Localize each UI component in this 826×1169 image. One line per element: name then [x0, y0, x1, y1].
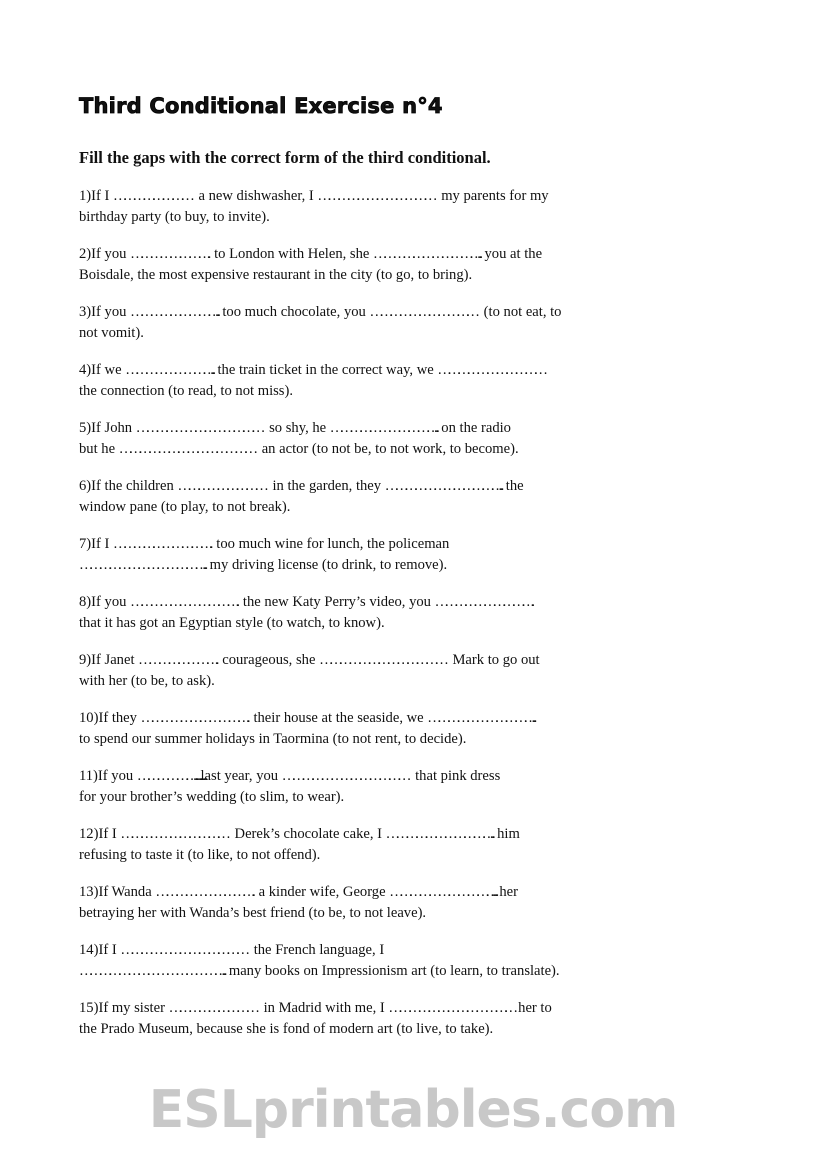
exercise-line: betraying her with Wanda’s best friend (to be, to not leave). [79, 905, 427, 921]
exercise-item [79, 476, 769, 534]
exercise-item [79, 998, 769, 1056]
answer-gap: …………………………….. [373, 246, 476, 262]
exercise-item [79, 766, 769, 824]
page-title: Third Conditional Exercise n°4 [79, 94, 443, 118]
exercise-item [79, 650, 769, 708]
answer-gap: ……………………… [168, 1000, 255, 1016]
exercise-line: 4)If we ……………………….. the train ticket in the correct way, we …………………………… [79, 362, 543, 378]
answer-gap: ………………………………… [135, 420, 261, 436]
exercise-line: Boisdale, the most expensive restaurant in the city (to go, to bring). [79, 267, 473, 283]
answer-gap: …………………………………… [118, 441, 254, 457]
exercise-line: 13)If Wanda …………………………. a kinder wife, George ……………………………... her [79, 884, 519, 900]
answer-gap: ………………………………… [319, 652, 444, 668]
exercise-line: 2)If you ……………………. to London with Helen, she …………………………….. you at the [79, 246, 543, 262]
exercise-item [79, 534, 769, 592]
exercise-line: ………………………………….. my driving license (to drink, to remove). [79, 557, 448, 573]
answer-gap: …………………………. [155, 884, 250, 900]
answer-gap: ……………………………. [140, 710, 245, 726]
exercise-list [79, 186, 769, 1056]
watermark: ESLprintables.com [148, 1080, 678, 1140]
exercise-item [79, 244, 769, 302]
exercise-line: to spend our summer holidays in Taormina (to not rent, to decide). [79, 731, 467, 747]
exercise-line: not vomit). [79, 325, 144, 341]
answer-gap: ……………………. [130, 246, 206, 262]
exercise-line: 12)If I …………………………… Derek’s chocolate cake, I …………………………….. him [79, 826, 520, 842]
exercise-item [79, 360, 769, 418]
answer-gap: …………………………… [120, 826, 226, 842]
answer-gap: ……………………………... [389, 884, 491, 900]
exercise-line: the connection (to read, to not miss). [79, 383, 293, 399]
exercise-item [79, 708, 769, 766]
exercise-item [79, 592, 769, 650]
answer-gap: ……………………………. [130, 594, 235, 610]
exercise-item [79, 186, 769, 244]
exercise-line: 14)If I ………………………………… the French language, I [79, 942, 385, 958]
answer-gap: ……………………………….. [384, 478, 498, 494]
answer-gap: …………………………….. [427, 710, 531, 726]
exercise-line: the Prado Museum, because she is fond of modern art (to live, to take). [79, 1021, 494, 1037]
answer-gap: ………………………………….. [79, 557, 202, 573]
exercise-line: that it has got an Egyptian style (to watch, to know). [79, 615, 385, 631]
exercise-line: with her (to be, to ask). [79, 673, 215, 689]
exercise-line: for your brother’s wedding (to slim, to wear). [79, 789, 345, 805]
answer-gap: ………………………………… [388, 1000, 514, 1016]
answer-gap: ……………………………………….. [79, 963, 221, 979]
exercise-item [79, 940, 769, 998]
instructions: Fill the gaps with the correct form of the third conditional. [79, 148, 491, 167]
answer-gap: …………………......... [136, 768, 192, 784]
answer-gap: …………………… [113, 188, 190, 204]
answer-gap: …………………………. [113, 536, 208, 552]
exercise-line: 15)If my sister ……………………… in Madrid with me, I ………………………………… her to [79, 1000, 552, 1016]
exercise-item [79, 882, 769, 940]
answer-gap: …………………………. [434, 594, 530, 610]
answer-gap: ……………………………… [317, 188, 433, 204]
answer-gap: …………………………… [437, 362, 543, 378]
exercise-line: refusing to taste it (to like, to not offend). [79, 847, 321, 863]
exercise-line: but he …………………………………… an actor (to not be, to not work, to become). [79, 441, 519, 457]
answer-gap: ……………………… [177, 478, 264, 494]
exercise-line: birthday party (to buy, to invite). [79, 209, 270, 225]
exercise-line: 7)If I …………………………. too much wine for lunch, the policeman [79, 536, 450, 552]
exercise-line: 11)If you …………………......... last year, you ………………………………… that pink dress [79, 768, 501, 784]
exercise-line: ……………………………………….. many books on Impressionism art (to learn, to translate). [79, 963, 560, 979]
exercise-line: 8)If you ……………………………. the new Katy Perry’s video, you …………………………. [79, 594, 530, 610]
answer-gap: ……………………….. [125, 362, 209, 378]
answer-gap: ……………………. [138, 652, 214, 668]
exercise-line: 3)If you ……………………….. too much chocolate, you …………………………… (to not eat, to [79, 304, 562, 320]
exercise-line: window pane (to play, to not break). [79, 499, 291, 515]
exercise-line: 1)If I …………………… a new dishwasher, I ……………………………… my parents for my [79, 188, 549, 204]
answer-gap: ………………………………… [120, 942, 246, 958]
answer-gap: …………………………….. [385, 826, 489, 842]
answer-gap: ……………………….. [130, 304, 214, 320]
exercise-item [79, 418, 769, 476]
exercise-line: 6)If the children ……………………… in the garden, they ……………………………….. the [79, 478, 524, 494]
exercise-item [79, 302, 769, 360]
answer-gap: …………………………….. [329, 420, 433, 436]
exercise-line: 10)If they ……………………………. their house at the seaside, we …………………………….. [79, 710, 531, 726]
exercise-line: 5)If John ………………………………… so shy, he …………………………….. on the radio [79, 420, 511, 436]
answer-gap: …………………………… [369, 304, 476, 320]
answer-gap: ………………………………… [281, 768, 407, 784]
exercise-line: 9)If Janet ……………………. courageous, she ………………………………… Mark to go out [79, 652, 540, 668]
exercise-item [79, 824, 769, 882]
